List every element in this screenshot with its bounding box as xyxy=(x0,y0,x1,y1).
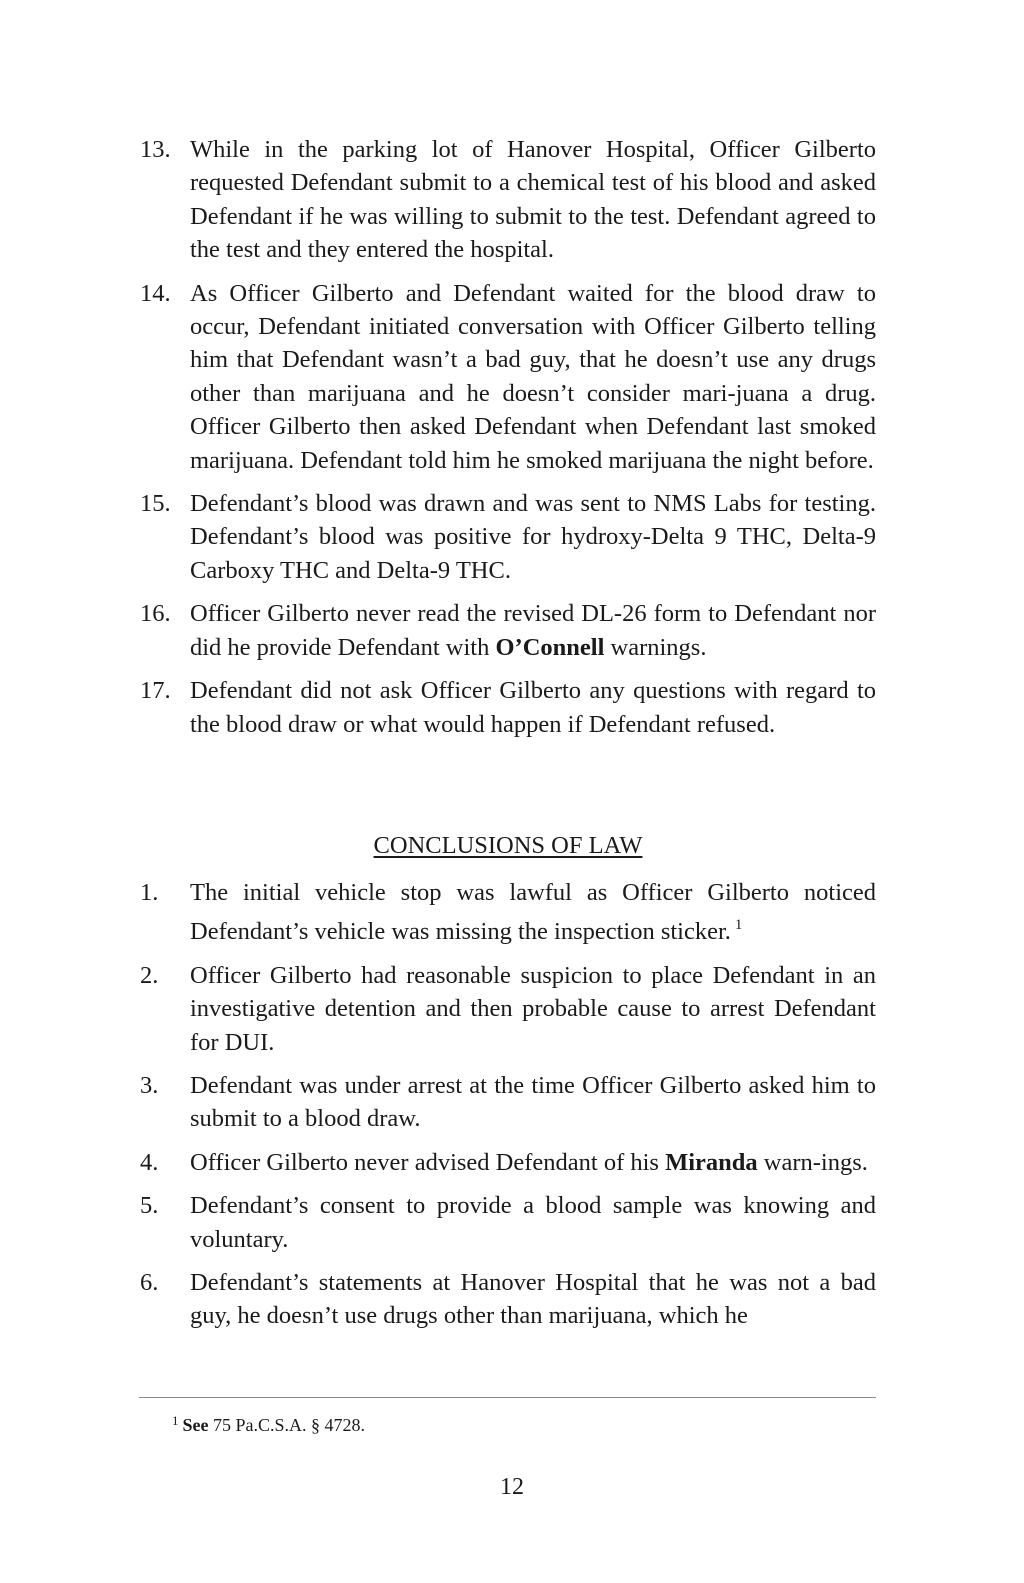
item-text xyxy=(190,876,876,949)
item-text: Defendant’s blood was drawn and was sent to NMS Labs for testing. Defendant’s blood was positive for hydroxy-Delta 9 THC, Delta-9 Carboxy THC and Delta-9 THC. xyxy=(190,490,876,584)
finding-17 xyxy=(140,674,876,741)
footnote-divider xyxy=(139,1397,876,1398)
item-number: 17. xyxy=(140,677,171,705)
conclusion-2 xyxy=(140,959,876,1059)
item-text: While in the parking lot of Hanover Hospital, Officer Gilberto requested Defendant submit to a chemical test of his blood and asked Defendant if he was willing to submit to the test. Defendant agreed to the test and they entered the hospital. xyxy=(190,136,876,264)
item-number: 4. xyxy=(140,1148,159,1176)
item-text-before: Officer Gilberto never read the revised DL-26 form to Defendant nor did he provide Defendant with xyxy=(190,600,876,661)
item-text-before: Officer Gilberto never advised Defendant of his xyxy=(190,1148,666,1176)
item-text-after: warnings. xyxy=(604,633,707,661)
item-text: Defendant’s statements at Hanover Hospital that he was not a bad guy, he doesn’t use drugs other than marijuana, which he xyxy=(190,1269,876,1330)
item-number: 2. xyxy=(140,961,159,989)
item-number: 5. xyxy=(140,1192,159,1220)
page-number: 12 xyxy=(500,1474,524,1500)
item-text xyxy=(190,597,876,664)
footnote-mark: 1 xyxy=(172,1413,179,1428)
conclusion-3 xyxy=(140,1069,876,1136)
item-text: Defendant’s consent to provide a blood sample was knowing and voluntary. xyxy=(190,1192,876,1253)
item-number: 6. xyxy=(140,1269,159,1297)
finding-13 xyxy=(140,133,876,267)
conclusions-of-law-list xyxy=(140,876,876,1343)
item-text: As Officer Gilberto and Defendant waited for the blood draw to occur, Defendant initiated conversation with Officer Gilberto telling him that Defendant wasn’t a bad guy, that he doesn’t use any drugs other than marijuana and he doesn’t consider mari-juana a drug. Officer Gilberto then asked Defendant when Defendant last smoked marijuana. Defendant told him he smoked marijuana the night before. xyxy=(190,279,876,474)
finding-14 xyxy=(140,277,876,477)
item-text-after: warn-ings. xyxy=(757,1148,868,1176)
item-number: 14. xyxy=(140,279,171,307)
finding-15 xyxy=(140,487,876,587)
item-number: 15. xyxy=(140,490,171,518)
footnote-reference: 1 xyxy=(734,917,743,934)
item-number: 3. xyxy=(140,1072,159,1100)
finding-16 xyxy=(140,597,876,664)
footnote-signal: See xyxy=(182,1415,209,1435)
item-text xyxy=(190,1146,876,1179)
conclusion-1 xyxy=(140,876,876,949)
item-number: 13. xyxy=(140,136,171,163)
item-text: Defendant did not ask Officer Gilberto any questions with regard to the blood draw or what would happen if Defendant refused. xyxy=(190,677,876,738)
findings-of-fact-list xyxy=(140,133,876,751)
item-text: Officer Gilberto had reasonable suspicion to place Defendant in an investigative detention and then probable cause to arrest Defendant for DUI. xyxy=(190,961,876,1056)
item-text-body: The initial vehicle stop was lawful as Officer Gilberto noticed Defendant’s vehicle was missing the inspection sticker. xyxy=(190,879,876,946)
item-text: Defendant was under arrest at the time Officer Gilberto asked him to submit to a blood draw. xyxy=(190,1072,876,1133)
conclusion-6 xyxy=(140,1266,876,1333)
case-name-oconnell: O’Connell xyxy=(495,633,605,661)
footnote xyxy=(172,1407,365,1439)
conclusions-heading: CONCLUSIONS OF LAW xyxy=(373,832,643,859)
footnote-citation: 75 Pa.C.S.A. § 4728. xyxy=(208,1415,366,1435)
conclusion-4 xyxy=(140,1146,876,1179)
item-number: 16. xyxy=(140,600,171,628)
conclusion-5 xyxy=(140,1189,876,1256)
case-name-miranda: Miranda xyxy=(665,1148,758,1176)
item-number: 1. xyxy=(140,879,159,906)
